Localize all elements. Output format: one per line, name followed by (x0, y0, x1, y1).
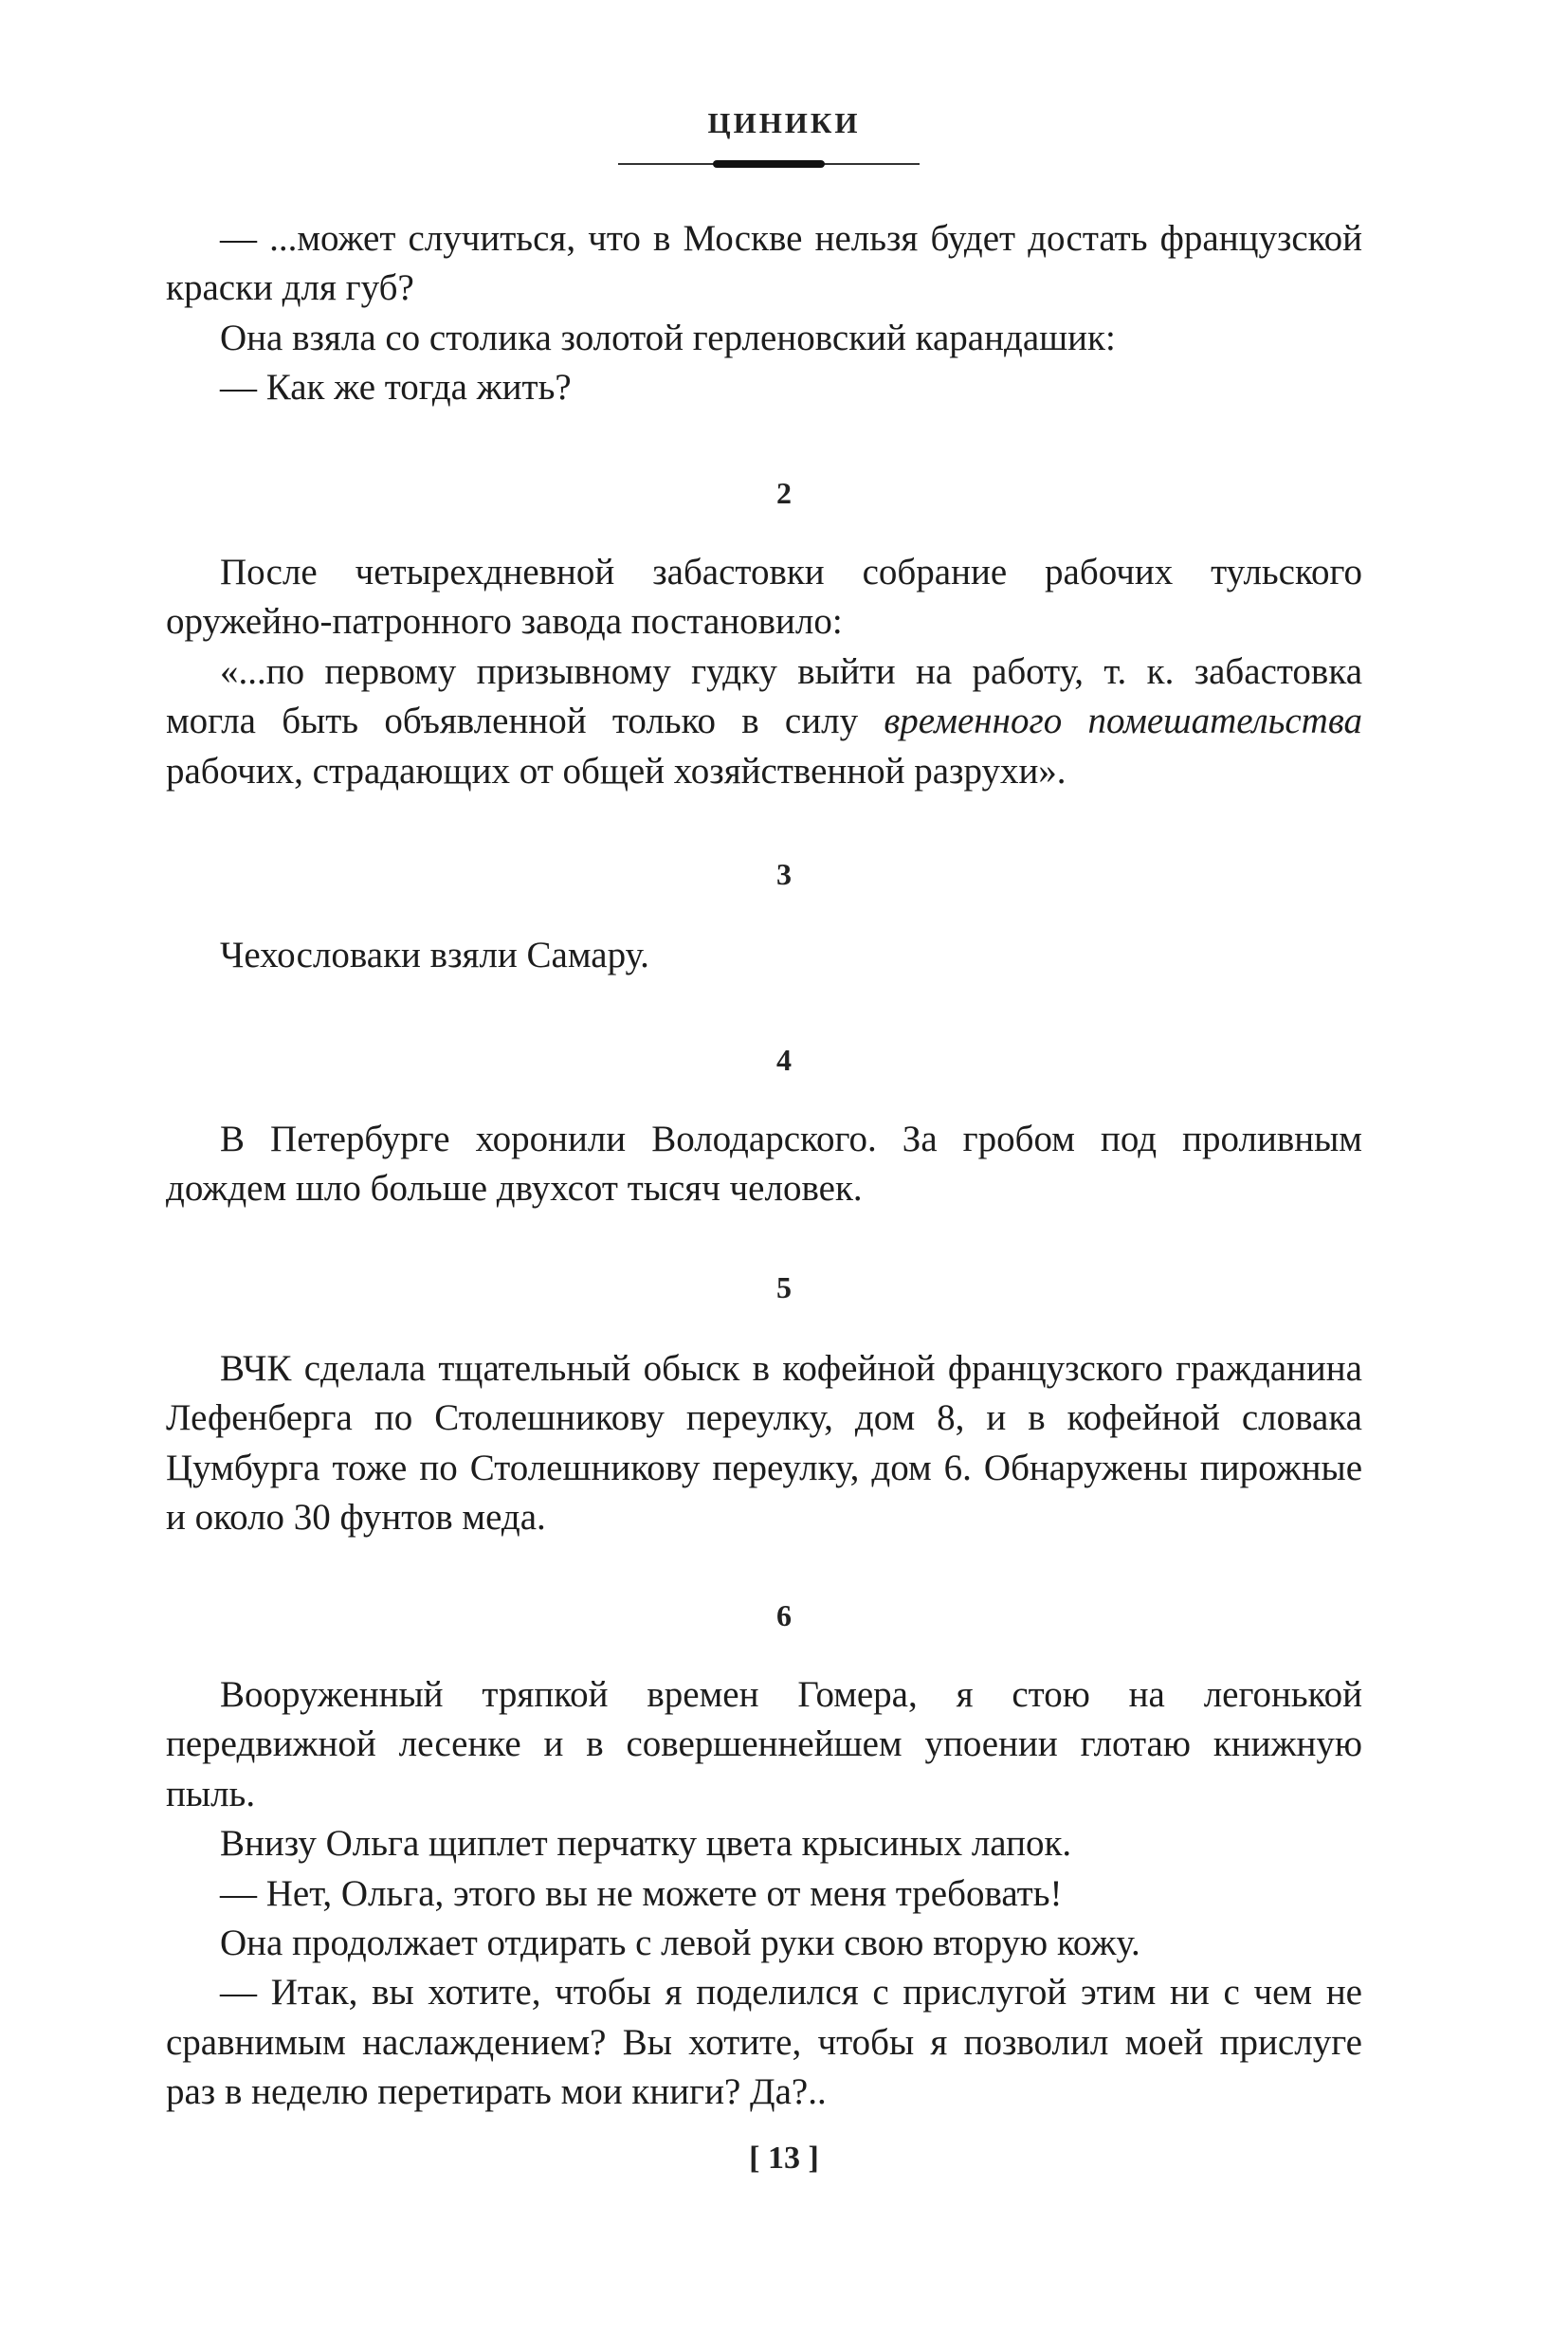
section-6-block (166, 1670, 1362, 2118)
paragraph: Она взяла со столика золотой герленовский карандашик: (220, 317, 1116, 358)
paragraph: Она продолжает отдирать с левой руки свою вторую кожу. (220, 1923, 1140, 1964)
paragraph: — Итак, вы хотите, чтобы я поделился с прислугой этим ни с чем не сравнимым наслаждением? Вы хотите, чтобы я позволил моей прислуге раз в неделю перетирать мои книги? Да?.. (166, 1972, 1362, 2113)
section-number: 3 (776, 857, 792, 891)
quote-end: рабочих, страдающих от общей хозяйственной разрухи». (166, 750, 1067, 792)
section-number: 6 (776, 1598, 792, 1632)
paragraph-quote (166, 647, 1362, 796)
section-5-block (166, 1344, 1362, 1543)
section-4-block (166, 1115, 1362, 1214)
paragraph: — Как же тогда жить? (220, 367, 572, 409)
running-title: ЦИНИКИ (707, 106, 861, 139)
header-rule-ornament (713, 160, 825, 168)
quote-italic: временного помешательства (884, 701, 1362, 742)
section-number: 2 (776, 476, 792, 510)
section-number: 4 (776, 1043, 792, 1077)
paragraph: Вооруженный тряпкой времен Гомера, я стою на легонькой передвижной лесенке и в совершеннейшем упоении глотаю книжную пыль. (166, 1674, 1362, 1814)
paragraph: — Нет, Ольга, этого вы не можете от меня требовать! (220, 1872, 1063, 1914)
section-number: 5 (776, 1270, 792, 1304)
paragraph: После четырехдневной забастовки собрание рабочих тульского оружейно-патронного завода постановило: (166, 552, 1362, 643)
paragraph: В Петербурге хоронили Володарского. За гробом под проливным дождем шло больше двухсот тысяч человек. (166, 1119, 1362, 1210)
intro-block (166, 214, 1362, 413)
section-2-block (166, 548, 1362, 796)
paragraph: Чехословаки взяли Самару. (220, 935, 649, 975)
paragraph: ВЧК сделала тщательный обыск в кофейной французского гражданина Лефенберга по Столешникову переулку, дом 8, и в кофейной словака Цумбурга тоже по Столешникову переулку, дом 6. Обнаружены пирожные и около 30 фунтов меда. (166, 1348, 1362, 1539)
paragraph: Внизу Ольга щиплет перчатку цвета крысиных лапок. (220, 1823, 1072, 1865)
section-3-block (166, 931, 1362, 980)
page-number: [ 13 ] (749, 2141, 819, 2176)
quote-start: «...по первому призывному гудку выйти на работу, т. к. забастовка могла быть объявленной только в силу (166, 650, 1362, 742)
paragraph: — ...может случиться, что в Москве нельзя будет достать французской краски для губ? (166, 218, 1362, 309)
